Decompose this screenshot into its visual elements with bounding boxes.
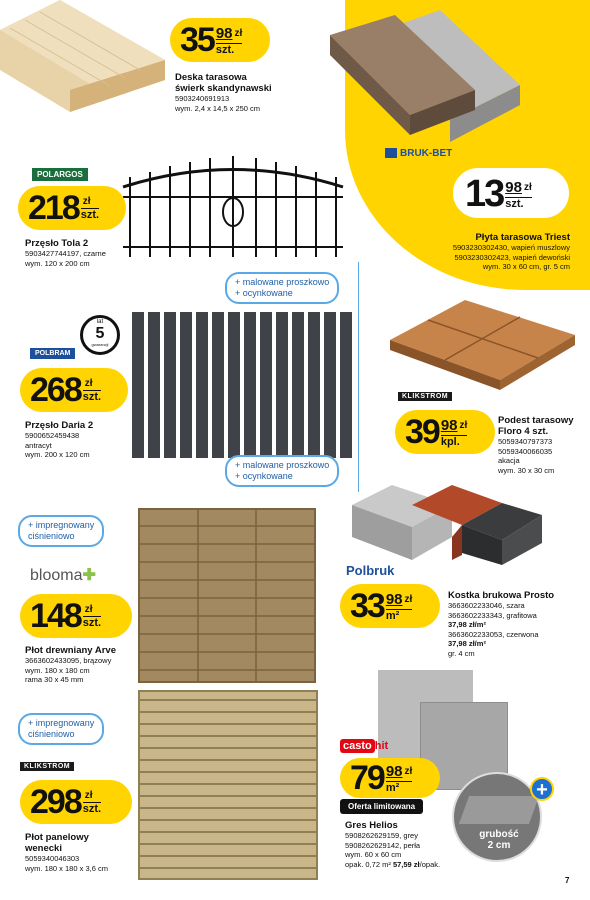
deska-price-badge: 35 98 zł szt.: [170, 18, 270, 62]
blooma-logo: blooma✚: [30, 567, 96, 584]
arve-features-tag: + impregnowany ciśnieniowo: [18, 515, 104, 547]
limited-offer-label: Oferta limitowana: [340, 799, 423, 814]
tola-info: Przęsło Tola 2 5903427744197, czarne wym. 120 x 200 cm: [25, 238, 106, 268]
blooma-plus-icon: ✚: [82, 567, 96, 584]
tola-features-tag: + malowane proszkowo + ocynkowane: [225, 272, 339, 304]
anthracite-fence-image: [130, 310, 362, 460]
podest-info: Podest tarasowy Floro 4 szt. 5059340797373 5059340066035 akacja wym. 30 x 30 cm: [498, 415, 574, 475]
metal-fence-image: [118, 152, 348, 262]
wooden-fence-image: [138, 508, 316, 683]
tile-edge-image: [459, 796, 539, 824]
arve-price-badge: 148 zł szt.: [20, 594, 132, 638]
brukbet-logo: BRUK-BET: [385, 148, 452, 159]
thickness-text: grubość 2 cm: [479, 829, 519, 851]
warranty-badge: lat 5 gwarancji: [80, 315, 120, 355]
daria-features-tag: + malowane proszkowo + ocynkowane: [225, 455, 339, 487]
deska-info: Deska tarasowa świerk skandynawski 5903240691913 wym. 2,4 x 14,5 x 250 cm: [175, 72, 272, 113]
thickness-circle: [452, 772, 542, 862]
helios-price-badge: 79 98 zł m²: [340, 758, 440, 798]
tola-price-badge: 218 zł szt.: [18, 186, 126, 230]
arve-info: Płot drewniany Arve 3663602433095, brązowy wym. 180 x 180 cm rama 30 x 45 mm: [25, 645, 116, 684]
daria-price-badge: 268 zł szt.: [20, 368, 128, 412]
wenecki-features-tag: + impregnowany ciśnieniowo: [18, 713, 104, 745]
daria-info: Przęsło Daria 2 5900652459438 antracyt wym. 200 x 120 cm: [25, 420, 94, 459]
paving-bricks-image: [352, 485, 542, 570]
klikstrom-logo-podest: KLIKSTROM: [398, 392, 452, 401]
wenecki-price-badge: 298 zł szt.: [20, 780, 132, 824]
plyta-price-badge: 13 98 zł szt.: [450, 165, 572, 221]
wenecki-info: Płot panelowy wenecki 5059340046303 wym. 180 x 180 x 3,6 cm: [25, 832, 108, 873]
paving-slabs-image: [330, 10, 520, 145]
page-number: 7: [565, 876, 570, 885]
helios-info: Gres Helios 5908262629159, grey 5908262629142, perła wym. 60 x 60 cm opak. 0,72 m² 57,59 zł/opak.: [345, 820, 441, 869]
castohit-badge: casto hit: [340, 740, 388, 752]
brukbet-mark-icon: [385, 148, 397, 158]
kostka-price-badge: 33 98 zł m²: [340, 584, 440, 628]
polbram-logo: POLBRAM: [30, 348, 75, 359]
deck-tiles-image: [390, 295, 575, 390]
plus-icon[interactable]: +: [530, 777, 554, 801]
wood-planks-image: [0, 0, 165, 112]
plyta-info: Płyta tarasowa Triest 5903230302430, wapień muszlowy 5903230302423, wapień dewoński wym. 30 x 60 cm, gr. 5 cm: [452, 232, 570, 271]
kostka-info: Kostka brukowa Prosto 3663602233046, szara 3663602233343, grafitowa 37,98 zł/m² 3663602233053, czerwona 37,98 zł/m² gr. 4 cm: [448, 590, 555, 658]
klikstrom-logo-wenecki: KLIKSTROM: [20, 762, 74, 771]
polbruk-logo: Polbruk: [346, 563, 395, 578]
panel-fence-image: [138, 690, 318, 880]
podest-price-badge: 39 98 zł kpl.: [395, 410, 495, 454]
polargos-logo: POLARGOS: [32, 168, 88, 181]
